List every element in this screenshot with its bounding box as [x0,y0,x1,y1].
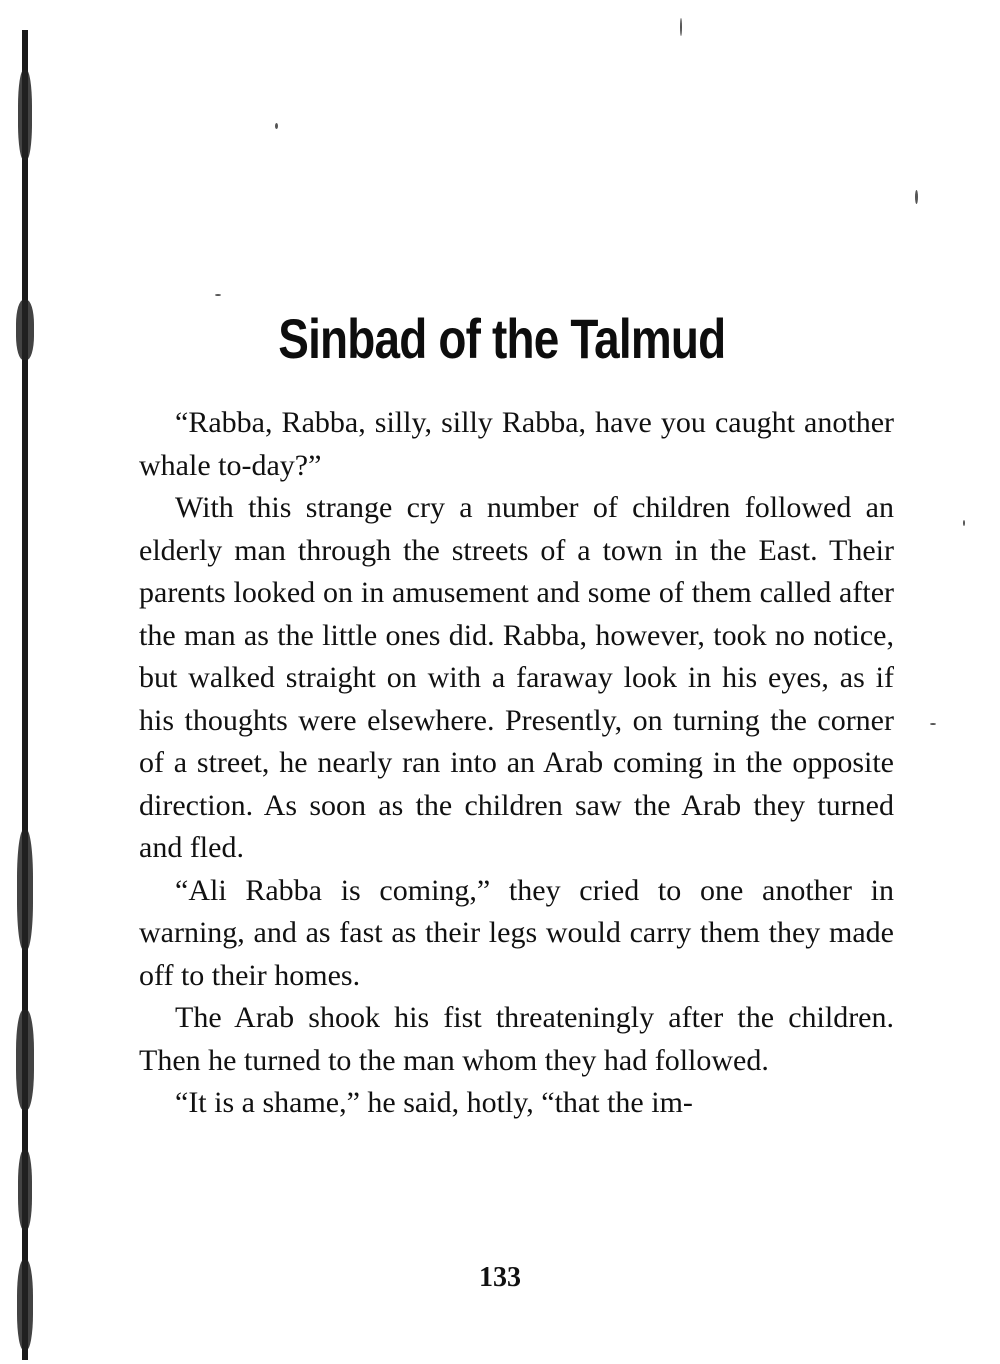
binding-blot [18,70,32,160]
binding-blot [16,300,34,360]
paragraph: “Ali Rabba is coming,” they cried to one another in warning, and as fast as their legs would carry them they made off to their homes. [139,873,894,992]
body-text [139,402,894,1125]
paragraph: “Rabba, Rabba, silly, silly Rabba, have you caught another whale to-day?” [139,406,894,482]
paper-speck [275,123,278,129]
binding-blot [18,1150,32,1230]
binding-blot [17,830,33,950]
binding-edge [14,30,36,1360]
chapter-title: Sinbad of the Talmud [278,307,726,370]
paragraph: “It is a shame,” he said, hotly, “that the im- [175,1086,693,1119]
paper-speck [680,18,682,36]
paragraph: With this strange cry a number of children followed an elderly man through the streets of a town in the East. Their parents looked on in amusement and some of them called after the man as the little ones did. Rabba, however, took no notice, but walked straight on with a faraway look in his eyes, as if his thoughts were elsewhere. Presently, on turning the corner of a street, he nearly ran into an Arab coming in the opposite direction. As soon as the children saw the Arab they turned and fled. [139,491,894,864]
binding-blot [16,1010,34,1110]
paper-speck [930,723,936,725]
paper-speck [963,520,965,526]
paragraph: The Arab shook his fist threateningly after the children. Then he turned to the man whom they had followed. [139,1001,894,1077]
page-number: 133 [479,1262,521,1293]
paper-speck [215,294,221,296]
paper-speck [915,190,918,204]
